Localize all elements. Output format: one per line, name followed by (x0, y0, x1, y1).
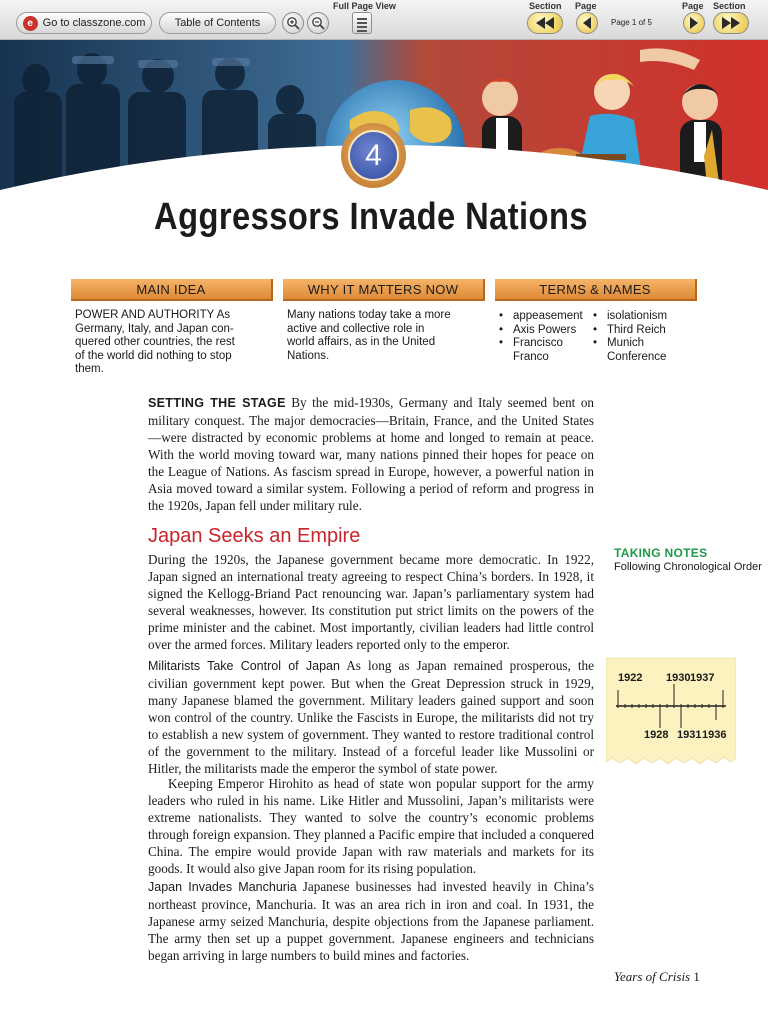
main-idea-text: POWER AND AUTHORITY As Germany, Italy, and Japan con- quered other countries, the rest of the world did nothing to stop them. (75, 309, 235, 376)
term-item[interactable]: • appeasement (499, 310, 594, 324)
terms-names-heading: TERMS & NAMES (495, 279, 697, 301)
setting-the-stage-label: SETTING THE STAGE (148, 396, 286, 410)
page-lines-icon (357, 18, 367, 20)
section-back-label: Section (529, 1, 562, 11)
chapter-number-badge (341, 123, 406, 188)
chapter-title: Aggressors Invade Nations (154, 196, 588, 238)
subheading-militarists: Militarists Take Control of Japan (148, 659, 340, 673)
timeline-note-card (606, 654, 736, 770)
term-item[interactable]: • Third Reich (593, 324, 693, 338)
classzone-icon: e (23, 16, 38, 31)
timeline-year: 1922 (618, 672, 643, 684)
term-item[interactable]: • Munich Conference (593, 337, 693, 364)
timeline-year: 1930 (666, 672, 691, 684)
classzone-label: Go to classzone.com (42, 17, 146, 29)
page-back-label: Page (575, 1, 597, 11)
term-item[interactable]: • Francisco Franco (499, 337, 594, 364)
page-indicator: Page 1 of 5 (611, 18, 652, 27)
double-arrow-right-icon (721, 17, 741, 29)
classzone-button[interactable] (16, 12, 152, 34)
setting-the-stage-paragraph: SETTING THE STAGE By the mid-1930s, Germany and Italy seemed bent on military conquest. The major democracies—Britain, France, and the United States—were distracted by economic problems at home and longed to remain at peace. With the world moving toward war, many nations pinned their hopes for peace on the League of Nations. As fascism spread in Europe, however, a powerful nation in Asia moved toward a similar system. Following a period of reform and progress in the 1920s, Japan fell under military rule. (148, 395, 595, 513)
next-section-button[interactable] (713, 12, 749, 34)
why-it-matters-text: Many nations today take a more active and collective role in world affairs, as in the United Nations. (287, 309, 451, 362)
paragraph-4: Japan Invades Manchuria Japanese businesses had invested heavily in China’s northeast province, Manchuria. It was an area rich in iron and coal. In 1931, the Japanese army seized Manchuria, despite objections from the Japanese parliament. The army then set up a puppet government. Japanese engineers and technicians began arriving in large numbers to build mines and factories. (148, 879, 594, 963)
page-footer (614, 969, 700, 985)
previous-section-button[interactable] (527, 12, 563, 34)
timeline-year: 1931 (677, 729, 702, 741)
why-it-matters-heading: WHY IT MATTERS NOW (283, 279, 485, 301)
section-heading: Japan Seeks an Empire (148, 525, 361, 547)
page-number: 1 (693, 969, 700, 984)
timeline-year: 1936 (702, 729, 727, 741)
toolbar (0, 0, 768, 40)
subheading-manchuria: Japan Invades Manchuria (148, 880, 297, 894)
paragraph-1: During the 1920s, the Japanese government became more democratic. In 1922, Japan signed an international treaty agreeing to respect China’s borders. In 1928, it signed the Kellogg-Briand Pact renouncing war. Japan’s parliamentary system had several weaknesses, however. Its constitution put strict limits on the powers of the prime minister and the cabinet. Most importantly, civilian leaders had little control over the armed forces. Military leaders reported only to the emperor. (148, 552, 594, 652)
page-forward-label: Page (682, 1, 704, 11)
term-item[interactable]: • Axis Powers (499, 324, 594, 338)
taking-notes-title: TAKING NOTES (614, 546, 708, 560)
zoom-out-button[interactable] (307, 12, 329, 34)
terms-list-left (499, 310, 594, 364)
full-page-view-label: Full Page View (333, 1, 396, 11)
timeline-year: 1928 (644, 729, 669, 741)
zoom-out-icon (311, 16, 325, 30)
double-arrow-left-icon (535, 17, 555, 29)
paragraph-3: Keeping Emperor Hirohito as head of state won popular support for the army leaders who ruled in his name. Like Hitler and Mussolini, Japan’s militarists were extreme nationalists. They wanted to solve the country’s economic problems through foreign expansion. They planned a Pacific empire that included a conquered China. The empire would provide Japan with raw materials and markets for its goods. It would also give Japan room for its rising population. (148, 776, 594, 876)
terms-list-right (593, 310, 693, 364)
arrow-right-icon (689, 17, 699, 29)
main-idea-heading: MAIN IDEA (71, 279, 273, 301)
term-item[interactable]: • isolationism (593, 310, 693, 324)
next-page-button[interactable] (683, 12, 705, 34)
timeline-year: 1937 (690, 672, 715, 684)
full-page-view-button[interactable] (352, 12, 372, 34)
taking-notes-subtitle: Following Chronological Order (614, 561, 762, 573)
arrow-left-icon (582, 17, 592, 29)
book-title: Years of Crisis (614, 969, 691, 984)
zoom-in-icon (286, 16, 300, 30)
table-of-contents-button[interactable]: Table of Contents (159, 12, 276, 34)
previous-page-button[interactable] (576, 12, 598, 34)
paragraph-2: Militarists Take Control of Japan As long as Japan remained prosperous, the civilian government kept power. But when the Great Depression struck in 1929, many Japanese blamed the government. Military leaders gained support and soon won control of the country. Unlike the Fascists in Europe, the militarists did not try to establish a new system of government. They wanted to restore traditional control of the government to the military. Instead of a forceful leader like Mussolini or Hitler, the militarists made the emperor the symbol of state power. (148, 658, 594, 776)
chapter-number: 4 (348, 130, 399, 181)
section-forward-label: Section (713, 1, 746, 11)
zoom-in-button[interactable] (282, 12, 304, 34)
